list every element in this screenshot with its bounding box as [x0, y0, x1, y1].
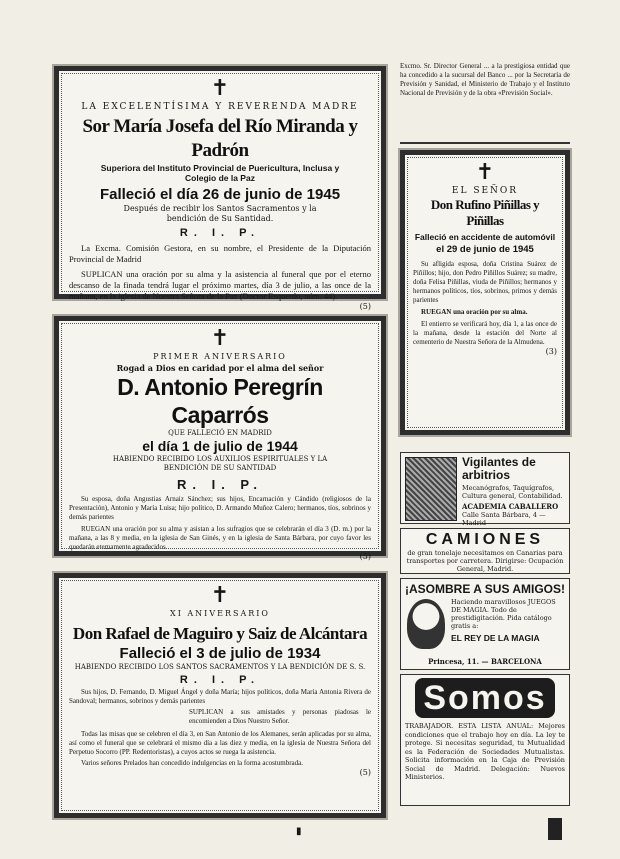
ad-academy: ACADEMIA CABALLERO: [462, 502, 559, 511]
footer-mark: ▮: [296, 826, 302, 837]
ad-body: TRABAJADOR. ESTA LISTA ANUAL: Mejores condiciones que el trabajo hoy en día. La ley te protege. Si necesitas seguridad, tu Mutualidad es la Federación de Sociedades Mutualistas. Solicita información en la Caja de Previsión Social de Madrid. Delegación: Nuevos Ministerios.: [405, 722, 565, 781]
column-top-text: Excmo. Sr. Director General ... a la prestigiosa entidad que ha concedido a la sucursal del Banco ... por la Secretaría de Previsión y Sanidad, el Ministerio de Trabajo y el Instituto Nacional de Previsión y de la obra «Previsión Social».: [400, 62, 570, 97]
ad-badge-icon: [405, 457, 457, 521]
obituary-notice-4: [400, 150, 570, 435]
notice-header: PRIMER ANIVERSARIO: [153, 352, 287, 361]
ad-king: EL REY DE LA MAGIA: [451, 633, 540, 643]
deceased-name: Don Rufino Piñillas y Piñillas: [430, 197, 540, 228]
died-in-line: QUE FALLECIÓ EN MADRID: [168, 429, 272, 437]
death-date: el día 1 de julio de 1944: [142, 438, 298, 454]
notice-paragraph-1: Sus hijos, D. Fernando, D. Miguel Ángel y doña María; hijos políticos, doña María Antonia Rivera de Sandoval; hermanos, sobrinos y demás parientes: [69, 688, 371, 705]
page-corner-mark: [548, 818, 562, 840]
notice-paragraph-2: RUEGAN una oración por su alma.: [421, 308, 528, 316]
column-divider: [400, 142, 570, 144]
ad-title: Somos: [415, 678, 555, 718]
obituary-notice-2: [54, 316, 386, 561]
notice-paragraph-1: Su esposa, doña Angustias Arnaiz Sánchez; sus hijos, Encarnación y Cándido (religiosos de la Presentación), Antonio y María Luisa; hijo político, D. Armando Muñoz Calero; hermanos, tíos, sobrinos y demás parientes: [69, 495, 371, 521]
notice-paragraph-1: La Excma. Comisión Gestora, en su nombre, el Presidente de la Diputación Provincial de Madrid: [69, 243, 371, 264]
notice-paragraph-3: Todas las misas que se celebren el día 3, en San Antonio de los Alemanes, serán aplicadas por su alma, así como el funeral que se celebrará el mismo día a las diez y media, en la iglesia de Nuestra Señora del Perpetuo Socorro (PP. Redentoristas), a cuyos actos se ruega la asistencia.: [69, 730, 371, 756]
ad-body: Haciendo maravillosos JUEGOS DE MAGIA. Todo de prestidigitación. Pida catálogo gratis a:: [451, 598, 556, 630]
ad-title: ¡ASOMBRE A SUS AMIGOS!: [405, 582, 566, 596]
death-date: Falleció el día 26 de junio de 1945: [99, 186, 341, 203]
notice-paragraph-2: SUPLICAN una oración por su alma y la asistencia al funeral que por el eterno descanso de la finada tendrá lugar el próximo martes, día 3 de julio, a las once de la mañana, en la iglesia de Nuestra Señora de la Paz (Doctor Esquerdo, núm. 44).: [69, 269, 371, 301]
notice-header: XI ANIVERSARIO: [170, 609, 270, 618]
rip-label: R. I. P.: [179, 227, 261, 239]
deceased-name: D. Antonio Peregrín Caparrós: [117, 374, 323, 428]
death-date: Falleció el 3 de julio de 1934: [119, 645, 321, 662]
ad-title: Vigilantes de arbitrios: [462, 455, 536, 482]
deceased-name: Sor María Josefa del Río Miranda y Padrón: [82, 116, 358, 161]
ad-title: CAMIONES: [425, 531, 545, 548]
ad-somos: [400, 674, 570, 806]
ad-camiones: [400, 528, 570, 574]
obituary-notice-1: [54, 66, 386, 311]
prayer-request: Rogad a Dios en caridad por el alma del señor: [116, 363, 324, 373]
notice-paragraph-1: Su afligida esposa, doña Cristina Suárez de Piñillos; hijo, don Pedro Piñillos Suárez; su madre, doña Felisa Piñillas, viuda de Piñillos; hermanos y hermanos políticos, tíos, sobrinos, primos y demás parientes: [413, 260, 557, 304]
rip-label: R. I. P.: [179, 674, 261, 686]
deceased-title: Superiora del Instituto Provincial de Puericultura, Inclusa y Colegio de la Paz: [100, 163, 340, 183]
sacraments-line: HABIENDO RECIBIDO LOS AUXILIOS ESPIRITUALES Y LA BENDICIÓN DE SU SANTIDAD: [112, 455, 328, 472]
notice-paragraph-2: RUEGAN una oración por su alma y asistan a los sufragios que se celebrarán el día 3 (D. m.) por la mañana, a las 8 y media, en la iglesia de San Ginés, y en la iglesia de Santa Bárbara, por cuyo favor les quedarán eternamente agradecidos.: [69, 525, 371, 551]
notice-reference: (3): [545, 347, 557, 356]
notice-header: LA EXCELENTÍSIMA Y REVERENDA MADRE: [81, 102, 359, 112]
death-date: el 29 de junio de 1945: [436, 244, 534, 255]
cross-icon: ✝: [210, 583, 230, 608]
sacraments-line: HABIENDO RECIBIDO LOS SANTOS SACRAMENTOS Y LA BENDICIÓN DE S. S.: [74, 663, 366, 671]
cross-icon: ✝: [210, 76, 230, 101]
cross-icon: ✝: [210, 326, 230, 351]
obituary-notice-3: [54, 573, 386, 818]
notice-paragraph-2: SUPLICAN a sus amistades y personas piadosas le encomienden a Dios Nuestro Señor.: [189, 708, 371, 725]
ad-address: Calle Santa Bárbara, 4 — Madrid: [462, 511, 546, 527]
cross-icon: ✝: [475, 160, 495, 185]
notice-paragraph-4: Varios señores Prelados han concedido indulgencias en la forma acostumbrada.: [81, 759, 303, 767]
ad-vigilantes: [400, 452, 570, 527]
magician-illustration: [407, 599, 445, 649]
notice-paragraph-3: El entierro se verificará hoy, día 1, a las once de la mañana, desde la estación del Norte al cementerio de Nuestra Señora de la Almudena.: [413, 320, 557, 346]
ad-magic: [400, 578, 570, 670]
deceased-name: Don Rafael de Maguiro y Saiz de Alcántara: [72, 624, 368, 643]
ad-address: Princesa, 11. — BARCELONA: [428, 657, 542, 666]
ad-body: de gran tonelaje necesitamos en Canarias para transportes por carretera. Dirigirse: Ocupación General, Madrid.: [406, 549, 564, 573]
notice-reference: (5): [359, 552, 371, 561]
ad-body: Mecanógrafos, Taquígrafos, Cultura general, Contabilidad.: [462, 484, 563, 500]
sacraments-line: Después de recibir los Santos Sacramentos y la bendición de Su Santidad.: [123, 204, 317, 223]
notice-header: EL SEÑOR: [451, 186, 519, 196]
rip-label: R. I. P.: [176, 477, 264, 492]
accident-line: Falleció en accidente de automóvil: [414, 232, 556, 242]
notice-reference: (5): [359, 768, 371, 777]
notice-reference: (5): [359, 302, 371, 311]
